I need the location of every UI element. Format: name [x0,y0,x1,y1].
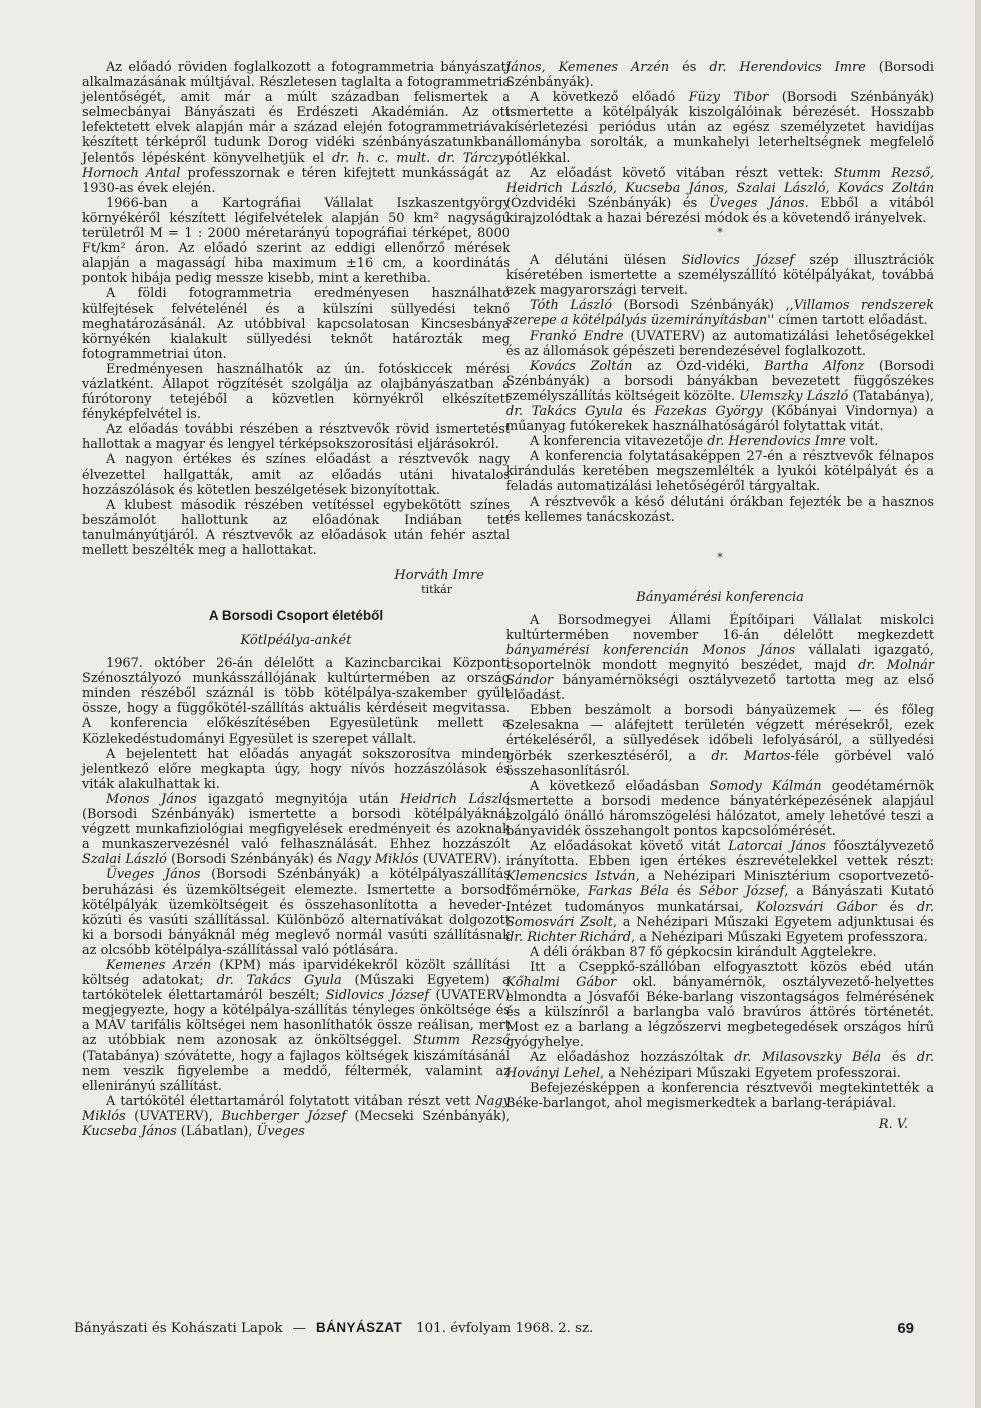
journal-section: BÁNYÁSZAT [316,1320,403,1335]
section-title: A Borsodi Csoport életéből [208,608,384,624]
paragraph: Itt a Cseppkő-szállóban elfogyasztott közös ebéd után Kőhalmi Gábor okl. bányamérnök, osztályvezető-helyettes elmondta a Jósvafői Béke-barlang viszontagságos felmérésének és a külszínről a barlangba való bravúros áttörés történetét. Most ez a barlang a légzőszervi megbetegedések országos hírű gyógyhelye. [506,959,934,1051]
paragraph: Tóth László (Borsodi Szénbányák) ,,Villamos rendszerek szerepe a kötélpályás üzemirányításban'' címen tartott előadást. [506,298,934,329]
signature-name: Horváth Imre [394,568,484,584]
page-footer [74,1320,914,1336]
section-separator-star: * [717,226,723,240]
paragraph: Az előadás további részében a résztvevők rövid ismertetést hallottak a magyar és lengyel térképsokszorosítási eljárásokról. [82,422,510,453]
paragraph: A földi fotogrammetria eredményesen használható külfejtések felvételénél és a külszíni süllyedési teknő meghatározásánál. Az utóbbival kapcsolatosan Kincsesbánya környékén kialakult süllyedési teknőt határozták meg fotogrammetriai úton. [82,286,510,362]
paragraph: Üveges János (Borsodi Szénbányák) a kötélpályaszállítás beruházási és üzemköltségeit elemezte. Ismertette a borsodi kötélpályák üzemköltségeit és összehasonlította a heveder-, közúti és vasúti szállítással. Különböző alternatívákat dolgozott ki a borsodi bányáknál még meglevő normál vasúti szállításnak az olcsóbb kötélpálya-szállítással való pótlására. [82,867,510,958]
author-initials: R. V. [878,1116,908,1132]
paragraph: A résztvevők a késő délutáni órákban fejezték be a hasznos és kellemes tanácskozást. [506,494,934,525]
paragraph: A következő előadásban Somody Kálmán geodétamérnök ismertette a borsodi medence bányatérképezésének alapjául szolgáló önálló háromszögelési hálózatot, amely lehetővé teszi a bányavidék összehangolt pontos kapcsolómérését. [506,778,934,840]
section-separator-star: * [717,550,723,564]
paragraph: Kemenes Arzén (KPM) más iparvidékekről közölt szállítási költség adatokat; dr. Takács Gyula (Műszaki Egyetem) a tartókötelek élettartamáról beszélt; Sidlovics József (UVATERV) megjegyezte, hogy a kötélpálya-szállítás tényleges önköltsége és a MÁV tarifális költségei nem hasonlíthatók össze reálisan, mert az utóbbiak nem azonosak az önköltséggel. Stumm Rezső (Tatabánya) szóvátette, hogy a fajlagos költségek kiszámításánál nem veszik figyelembe a meddő, féltermék, valamint az ellenirányú szállítást. [82,957,511,1094]
right-column [506,60,934,1132]
paragraph: Az előadást követő vitában részt vettek: Stumm Rezső, Heidrich László, Kucseba János, Szalai László, Kovács Zoltán (Ózdvidéki Szénbányák) és Üveges János. Ebből a vitából kirajzolódtak a hazai bérezési módok és a követendő irányelvek. [506,165,934,226]
page-edge-shadow [975,0,981,1408]
paragraph: Frankó Endre (UVATERV) az automatizálási lehetőségekkel és az állomások gépészeti berendezésével foglalkozott. [506,328,934,359]
paragraph: A konferencia vitavezetője dr. Herendovics Imre volt. [530,434,879,450]
page-number: 69 [897,1320,914,1337]
journal-title: Bányászati és Kohászati Lapok [74,1321,283,1336]
paragraph: Eredményesen használhatók az ún. fotóskiccek mérési vázlatként. Állapot rögzítését szolgálja az olajbányászatban a fúrótorony tetejéből a közvetlen környékről elkészített fényképfelvétel is. [82,361,510,423]
paragraph: 1966-ban a Kartográfiai Vállalat Iszkaszentgyörgy környékéről készített légifelvételek alapján 50 km² nagyságú területről M = 1 : 2000 méretarányú topográfiai térképet, 8000 Ft/km² áron. Az előadó szerint az eddigi ellenőrző mérések alapján a magasságí hiba maximum ±16 cm, a koordinátás pontok hibája pedig messze kisebb, mint a kerethiba. [82,195,510,287]
paragraph: Az előadáshoz hozzászóltak dr. Milasovszky Béla és dr. Hoványi Lehel, a Nehézipari Műszaki Egyetem professzorai. [506,1050,934,1081]
paragraph: Ebben beszámolt a borsodi bányaüzemek — és főleg Szelesakna — aláfejtett területén végzett mérésekről, ezek értékeléséről, a süllyedések időbeli lefolyásáról, a süllyedési görbék szerkesztéséről, a dr. Martos-féle görbével való összehasonlításról. [506,703,934,779]
paragraph: A bejelentett hat előadás anyagát sokszorosítva minden jelentkező előre megkapta úgy, hogy nívós hozzászólások és viták alakulhattak ki. [82,746,510,792]
signature-role: titkár [421,583,452,597]
paragraph: A déli órákban 87 fő gépkocsin kirándult Aggtelekre. [530,944,877,960]
paragraph: A tartókötél élettartamáról folytatott vitában részt vett Nagy Miklós (UVATERV), Buchberger József (Mecseki Szénbányák), Kucseba János (Lábatlan), Üveges [82,1093,510,1139]
paragraph: Az előadó röviden foglalkozott a fotogrammetria bányászati alkalmazásának múltjával. Részletesen taglalta a fotogrammetria jelentőségét, amit már a múlt században felismertek a selmecbányai Bányászati és Erdészeti Akadémián. Az ott lefektetett elvek alapján már a század elején fotogrammetriával készített térképről tudunk Dorog vidéki szénbányászatunkban. Jelentős lépésként könyvelhetjük el dr. h. c. mult. dr. Tárczy-Hornoch Antal professzornak e téren kifejtett munkásságát az 1930-as évek elején. [82,60,511,196]
paragraph: Monos János igazgató megnyitója után Heidrich László (Borsodi Szénbányák) ismertette a borsodi kötélpályáknál végzett munkafiziológiai megfigyelések eredményeit és azoknak a munkaszervezésnél való felhasználását. Ehhez hozzászólt Szalai László (Borsodi Szénbányák) és Nagy Miklós (UVATERV). [82,791,510,868]
paragraph: A nagyon értékes és színes előadást a résztvevők nagy élvezettel hallgatták, amit az előadás utáni hivatalos hozzászólások és kötetlen beszélgetések bizonyítottak. [82,452,510,498]
footer-dash: — [292,1321,307,1336]
subsection-title: Kötlpéálya-ankét [240,633,352,649]
paragraph: A Borsodmegyei Állami Építőipari Vállalat miskolci kultúrtermében november 16-án délelőtt megkezdett bányamérési konferencián Monos János vállalati igazgató, csoportelnök mondott megnyitó beszédet, majd dr. Molnár Sándor bányamérnökségi osztályvezető tartotta meg az első előadást. [506,612,934,704]
paragraph: Az előadásokat követő vitát Latorcai János főosztályvezető irányította. Ebben igen értékes észrevételekkel vettek részt: Klemencsics István, a Nehézipari Minisztérium csoportvezető-főmérnöke, Farkas Béla és Sébor József, a Bányászati Kutató Intézet tudományos munkatársai, Kolozsvári Gábor és dr. Somosvári Zsolt, a Nehézipari Műszaki Egyetem adjunktusai és dr. Richter Richárd, a Nehézipari Műszaki Egyetem professzora. [506,839,935,945]
subsection-title: Bányamérési konferencia [636,589,804,605]
journal-volume: 101. évfolyam 1968. 2. sz. [416,1321,594,1336]
paragraph: Kovács Zoltán az Ózd-vidéki, Bartha Alfonz (Borsodi Szénbányák) a borsodi bányákban bevezetett függőszékes személyszállítás költségeit közölte. Ulemszky László (Tatabánya), dr. Takács Gyula és Fazekas György (Kőbányai Vindornya) a műanyag futókerekek használhatóságáról folytattak vitát. [506,358,935,435]
paragraph: A délutáni ülésen Sidlovics József szép illusztrációk kíséretében ismertette a személyszállító kötélpályákat, továbbá ezek magyarországi terveit. [506,253,934,299]
paragraph: Befejezésképpen a konferencia résztvevői megtekintették a Béke-barlangot, ahol megismerkedtek a barlang-terápiával. [506,1080,934,1111]
paragraph: A következő előadó Füzy Tibor (Borsodi Szénbányák) ismertette a kötélpályák kiszolgálóinak bérezését. Hosszabb kísérletezési periódus után az egész személyzetet havidíjas állományba sorolták, a munkahelyi leterheltségnek megfelelő pótlékkal. [506,90,934,166]
paragraph: A klubest második részében vetítéssel egybekötött színes beszámolót hallottunk az előadónak Indiában tett tanulmányútjáról. A résztvevők az előadások után fehér asztal mellett beszélték meg a hallottakat. [82,497,510,558]
paragraph: A konferencia folytatásaképpen 27-én a résztvevők félnapos kirándulás keretében megszemlélték a lyukói kötélpályát és a feladás automatizálási lehetőségéről tárgyaltak. [506,449,934,495]
left-column [82,60,510,1139]
paragraph: János, Kemenes Arzén és dr. Herendovics Imre (Borsodi Szénbányák). [506,60,934,91]
paragraph: 1967. október 26-án délelőtt a Kazincbarcikai Központi Szénosztályozó munkásszállójának kultúrtermében az ország minden részéből száznál is több kötélpálya-szakember gyűlt össze, hogy a függőkötél-szállítás aktuális kérdéseit megvitassa. A konferencia előkészítésében Egyesületünk mellett a Közlekedéstudományi Egyesület is szerepet vállalt. [82,656,510,747]
